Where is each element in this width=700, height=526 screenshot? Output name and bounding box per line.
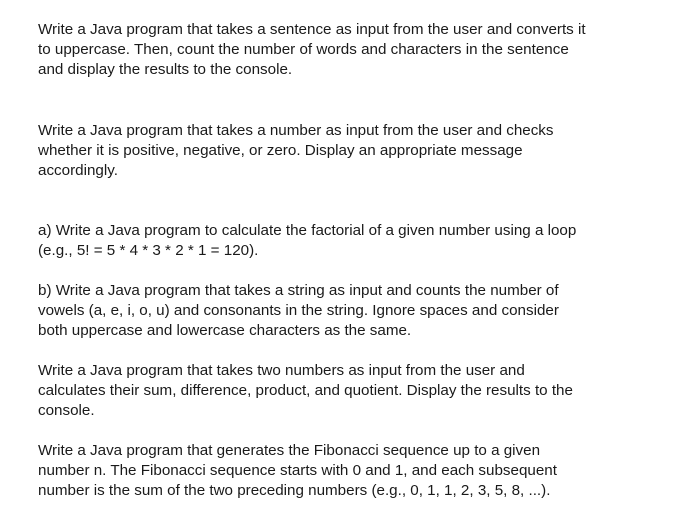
text-line: accordingly. <box>38 162 118 179</box>
text-line: vowels (a, e, i, o, u) and consonants in the string. Ignore spaces and consider <box>38 302 559 319</box>
text-line: and display the results to the console. <box>38 61 293 78</box>
text-line: calculates their sum, difference, product, and quotient. Display the results to the <box>38 382 573 399</box>
text-line: to uppercase. Then, count the number of words and characters in the sentence <box>38 41 569 58</box>
text-line: b) Write a Java program that takes a string as input and counts the number of <box>38 282 559 299</box>
text-line: console. <box>38 402 95 419</box>
text-line: a) Write a Java program to calculate the factorial of a given number using a loop <box>38 222 577 239</box>
text-line: Write a Java program that takes a number as input from the user and checks <box>38 122 554 139</box>
text-line: both uppercase and lowercase characters as the same. <box>38 322 412 339</box>
paragraph-arithmetic-task <box>38 361 678 421</box>
text-line: Write a Java program that takes two numbers as input from the user and <box>38 362 525 379</box>
text-line: Write a Java program that generates the Fibonacci sequence up to a given <box>38 442 541 459</box>
paragraph-fibonacci-task <box>38 441 678 501</box>
paragraph-factorial-task <box>38 221 678 261</box>
text-line: whether it is positive, negative, or zero. Display an appropriate message <box>38 142 523 159</box>
text-line: (e.g., 5! = 5 * 4 * 3 * 2 * 1 = 120). <box>38 242 259 259</box>
text-line: number is the sum of the two preceding numbers (e.g., 0, 1, 1, 2, 3, 5, 8, ...). <box>38 482 551 499</box>
paragraph-sign-check-task <box>38 121 678 181</box>
text-line: Write a Java program that takes a sentence as input from the user and converts it <box>38 21 586 38</box>
text-line: number n. The Fibonacci sequence starts with 0 and 1, and each subsequent <box>38 462 557 479</box>
paragraph-uppercase-task <box>38 20 678 80</box>
paragraph-vowels-task <box>38 281 678 341</box>
